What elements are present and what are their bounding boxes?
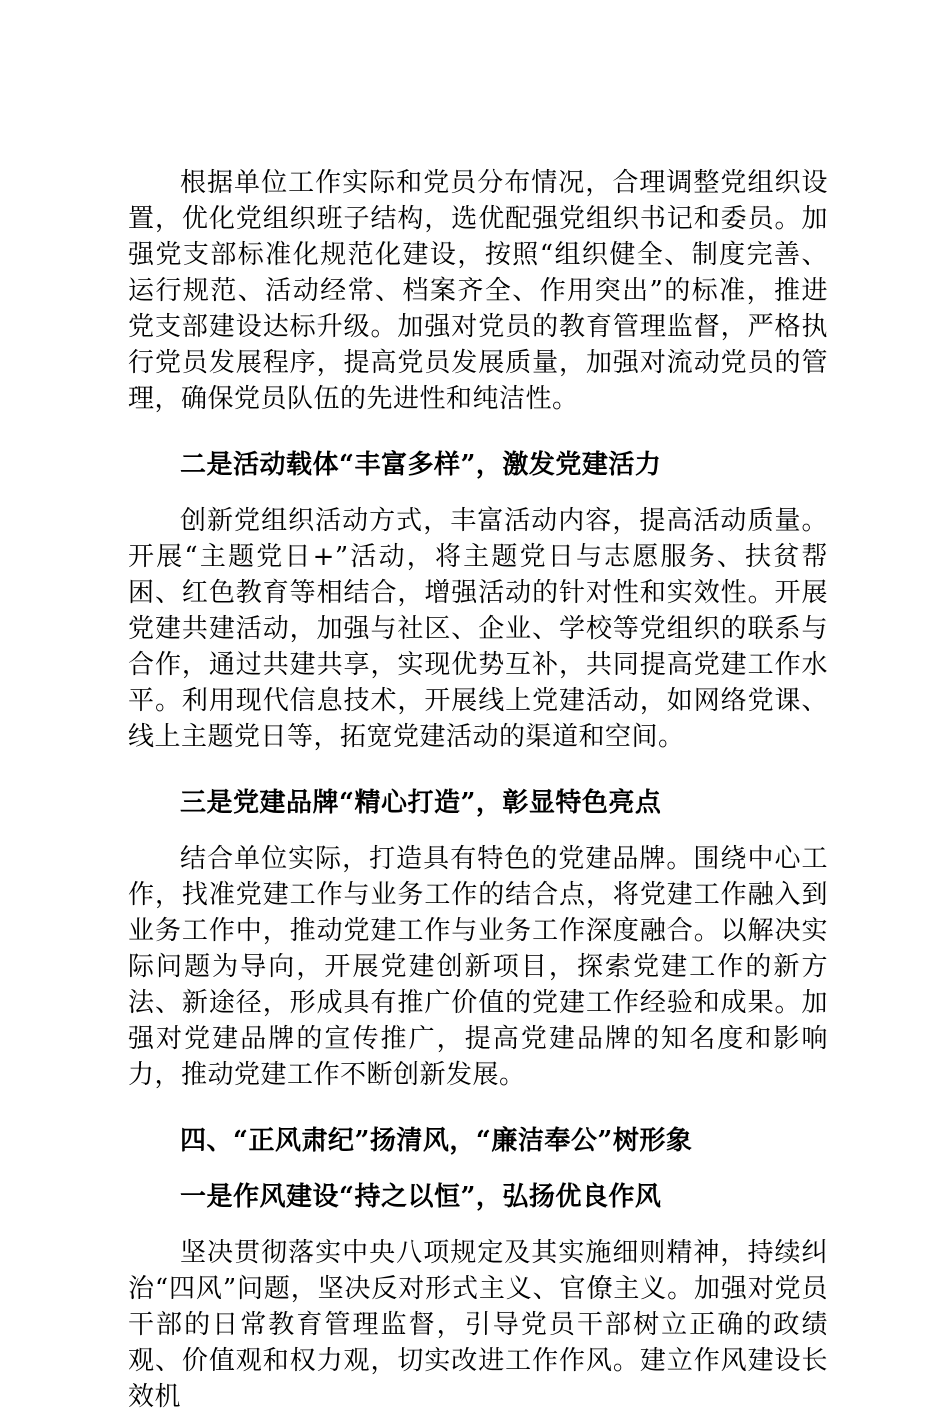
document-page bbox=[128, 165, 828, 1415]
paragraph-organization-setup: 根据单位工作实际和党员分布情况，合理调整党组织设置，优化党组织班子结构，选优配强党组织书记和委员。加强党支部标准化规范化建设，按照“组织健全、制度完善、运行规范、活动经常、档案齐全、作用突出”的标准，推进党支部建设达标升级。加强对党员的教育管理监督，严格执行党员发展程序，提高党员发展质量，加强对流动党员的管理，确保党员队伍的先进性和纯洁性。 bbox=[128, 168, 828, 414]
paragraph-party-brand: 结合单位实际，打造具有特色的党建品牌。围绕中心工作，找准党建工作与业务工作的结合点，将党建工作融入到业务工作中，推动党建工作与业务工作深度融合。以解决实际问题为导向，开展党建创新项目，探索党建工作的新方法、新途径，形成具有推广价值的党建工作经验和成果。加强对党建品牌的宣传推广，提高党建品牌的知名度和影响力，推动党建工作不断创新发展。 bbox=[128, 844, 828, 1090]
heading-work-style: 一是作风建设“持之以恒”，弘扬优良作风 bbox=[180, 1182, 662, 1212]
heading-activity-carrier: 二是活动载体“丰富多样”，激发党建活力 bbox=[180, 450, 662, 480]
paragraph-activity-carrier: 创新党组织活动方式，丰富活动内容，提高活动质量。开展“主题党日+”活动，将主题党日与志愿服务、扶贫帮困、红色教育等相结合，增强活动的针对性和实效性。开展党建共建活动，加强与社区、企业、学校等党组织的联系与合作，通过共建共享，实现优势互补，共同提高党建工作水平。利用现代信息技术，开展线上党建活动，如网络党课、线上主题党日等，拓宽党建活动的渠道和空间。 bbox=[128, 506, 828, 752]
paragraph-work-style: 坚决贯彻落实中央八项规定及其实施细则精神，持续纠治“四风”问题，坚决反对形式主义、官僚主义。加强对党员干部的日常教育管理监督，引导党员干部树立正确的政绩观、价值观和权力观，切实改进工作作风。建立作风建设长效机 bbox=[128, 1238, 828, 1412]
section-title-discipline: 四、“正风肃纪”扬清风，“廉洁奉公”树形象 bbox=[180, 1126, 693, 1156]
heading-party-brand: 三是党建品牌“精心打造”，彰显特色亮点 bbox=[180, 788, 662, 818]
